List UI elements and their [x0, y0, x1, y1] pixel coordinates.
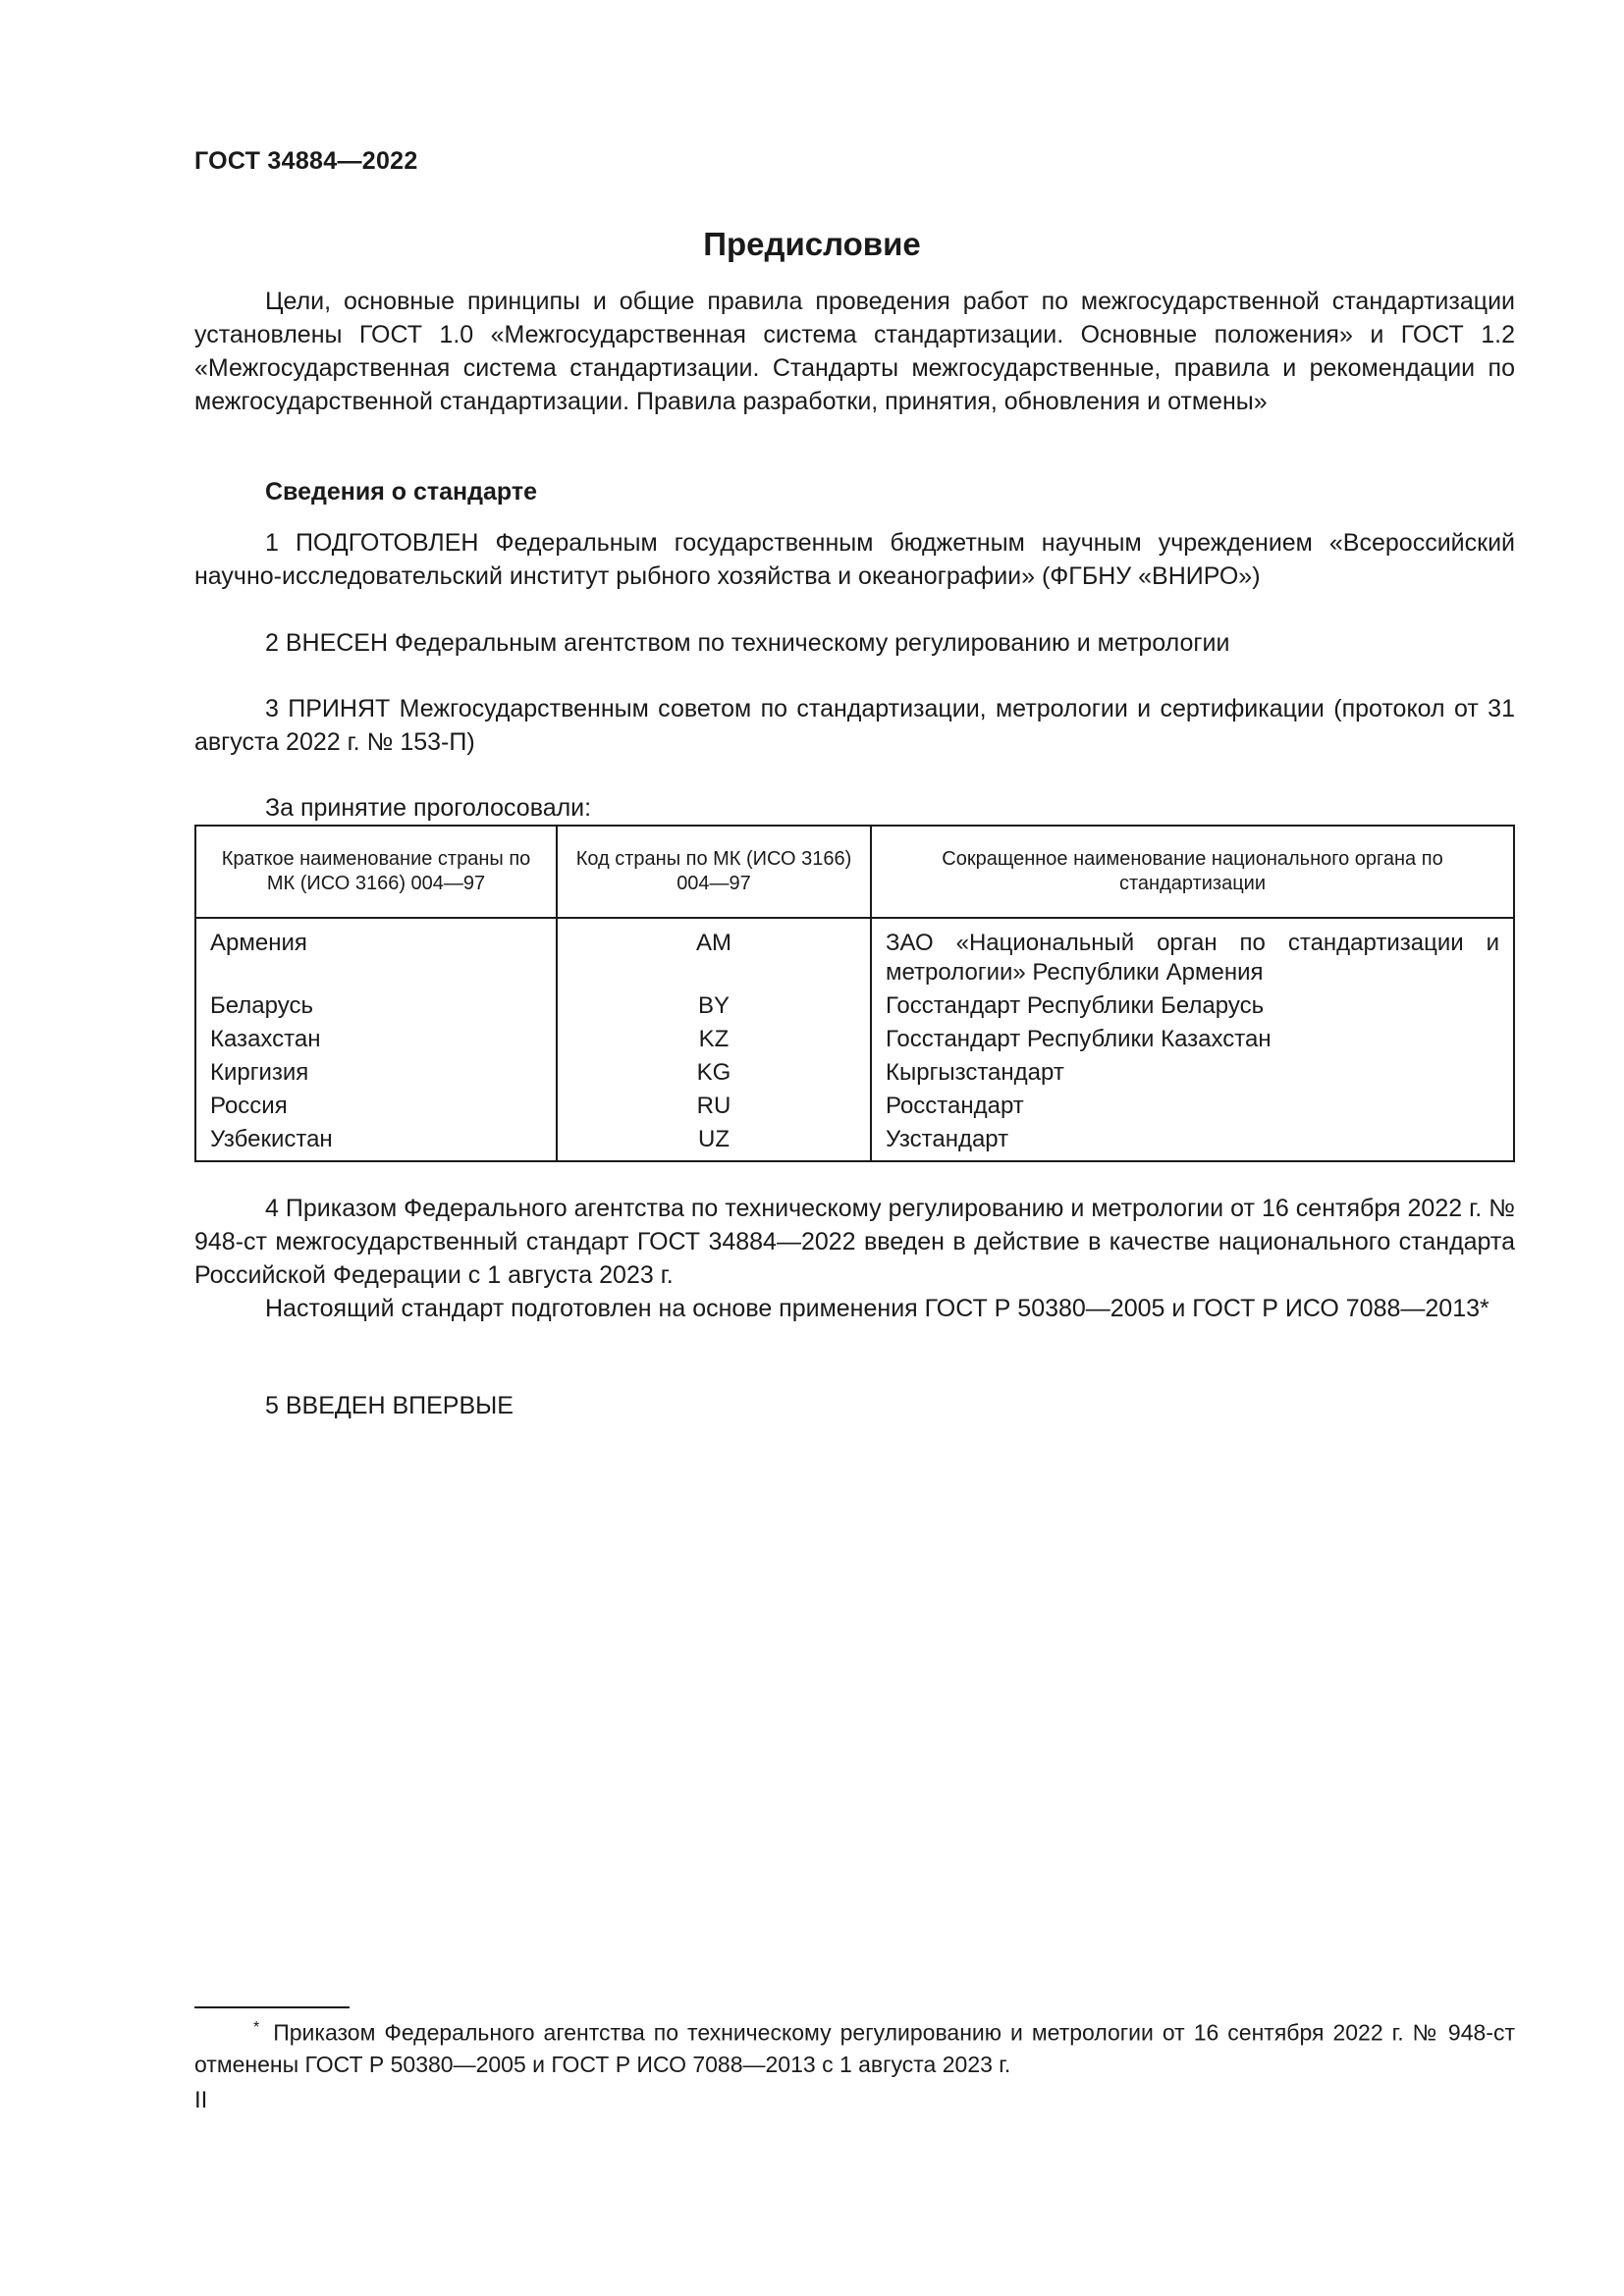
item-enacted: 4 Приказом Федерального агентства по техническому регулированию и метрологии от 16 сентября 2022 г. № 948-ст межгосударственный стандарт ГОСТ 34884—2022 введен в действие в качестве национального стандарта Российской Федерации с 1 августа 2023 г. — [194, 1195, 1515, 1289]
page-number: II — [194, 2087, 208, 2113]
table-row — [195, 1023, 1514, 1056]
footnote-divider — [194, 2006, 350, 2008]
voted-label: За принятие проголосовали: — [265, 794, 592, 822]
item-prepared: 1 ПОДГОТОВЛЕН Федеральным государственным бюджетным научным учреждением «Всероссийский научно-исследовательский институт рыбного хозяйства и океанографии» (ФГБНУ «ВНИРО») — [194, 529, 1515, 590]
header-country-code: Код страны по МК (ИСО 3166) 004—97 — [557, 826, 871, 918]
item-basis: Настоящий стандарт подготовлен на основе применения ГОСТ Р 50380—2005 и ГОСТ Р ИСО 7088—2013* — [265, 1295, 1489, 1322]
cell-code: UZ — [557, 1123, 871, 1161]
cell-country: Киргизия — [195, 1056, 557, 1090]
cell-code: BY — [557, 989, 871, 1023]
header-country-name: Краткое наименование страны по МК (ИСО 3166) 004—97 — [195, 826, 557, 918]
table-row — [195, 1056, 1514, 1090]
table-row — [195, 1090, 1514, 1123]
cell-code: RU — [557, 1090, 871, 1123]
item-adopted: 3 ПРИНЯТ Межгосударственным советом по стандартизации, метрологии и сертификации (протокол от 31 августа 2022 г. № 153-П) — [194, 695, 1515, 756]
page-title: Предисловие — [703, 226, 921, 262]
cell-body: Росстандарт — [871, 1090, 1514, 1123]
cell-code: KZ — [557, 1023, 871, 1056]
table-row — [195, 989, 1514, 1023]
info-heading: Сведения о стандарте — [265, 478, 538, 506]
cell-country: Казахстан — [195, 1023, 557, 1056]
footnote-text: Приказом Федерального агентства по техническому регулированию и метрологии от 16 сентября 2022 г. № 948-ст отменены ГОСТ Р 50380—2005 и ГОСТ Р ИСО 7088—2013 с 1 августа 2023 г. — [194, 2019, 1515, 2077]
table-header-row — [195, 826, 1514, 918]
cell-code: KG — [557, 1056, 871, 1090]
cell-country: Россия — [195, 1090, 557, 1123]
cell-country: Армения — [195, 919, 557, 989]
table-row — [195, 919, 1514, 989]
intro-paragraph: Цели, основные принципы и общие правила проведения работ по межгосударственной стандартизации установлены ГОСТ 1.0 «Межгосударственная система стандартизации. Основные положения» и ГОСТ 1.2 «Межгосударственная система стандартизации. Стандарты межгосударственные, правила и рекомендации по межгосударственной стандартизации. Правила разработки, принятия, обновления и отмены» — [194, 288, 1515, 415]
cell-body: Госстандарт Республики Казахстан — [871, 1023, 1514, 1056]
cell-body: Узстандарт — [871, 1123, 1514, 1161]
cell-body: ЗАО «Национальный орган по стандартизации и метрологии» Республики Армения — [871, 919, 1514, 989]
cell-body: Кыргызстандарт — [871, 1056, 1514, 1090]
header-national-body: Сокращенное наименование национального органа по стандартизации — [871, 826, 1514, 918]
item-first: 5 ВВЕДЕН ВПЕРВЫЕ — [265, 1392, 514, 1419]
cell-country: Беларусь — [195, 989, 557, 1023]
footnote — [194, 2012, 1515, 2080]
table-row — [195, 1123, 1514, 1161]
standard-code: ГОСТ 34884—2022 — [194, 147, 418, 175]
cell-code: AM — [557, 919, 871, 989]
item-submitted: 2 ВНЕСЕН Федеральным агентством по техническому регулированию и метрологии — [265, 629, 1230, 657]
cell-country: Узбекистан — [195, 1123, 557, 1161]
voting-table — [194, 825, 1515, 1162]
footnote-mark: * — [253, 2019, 260, 2036]
cell-body: Госстандарт Республики Беларусь — [871, 989, 1514, 1023]
